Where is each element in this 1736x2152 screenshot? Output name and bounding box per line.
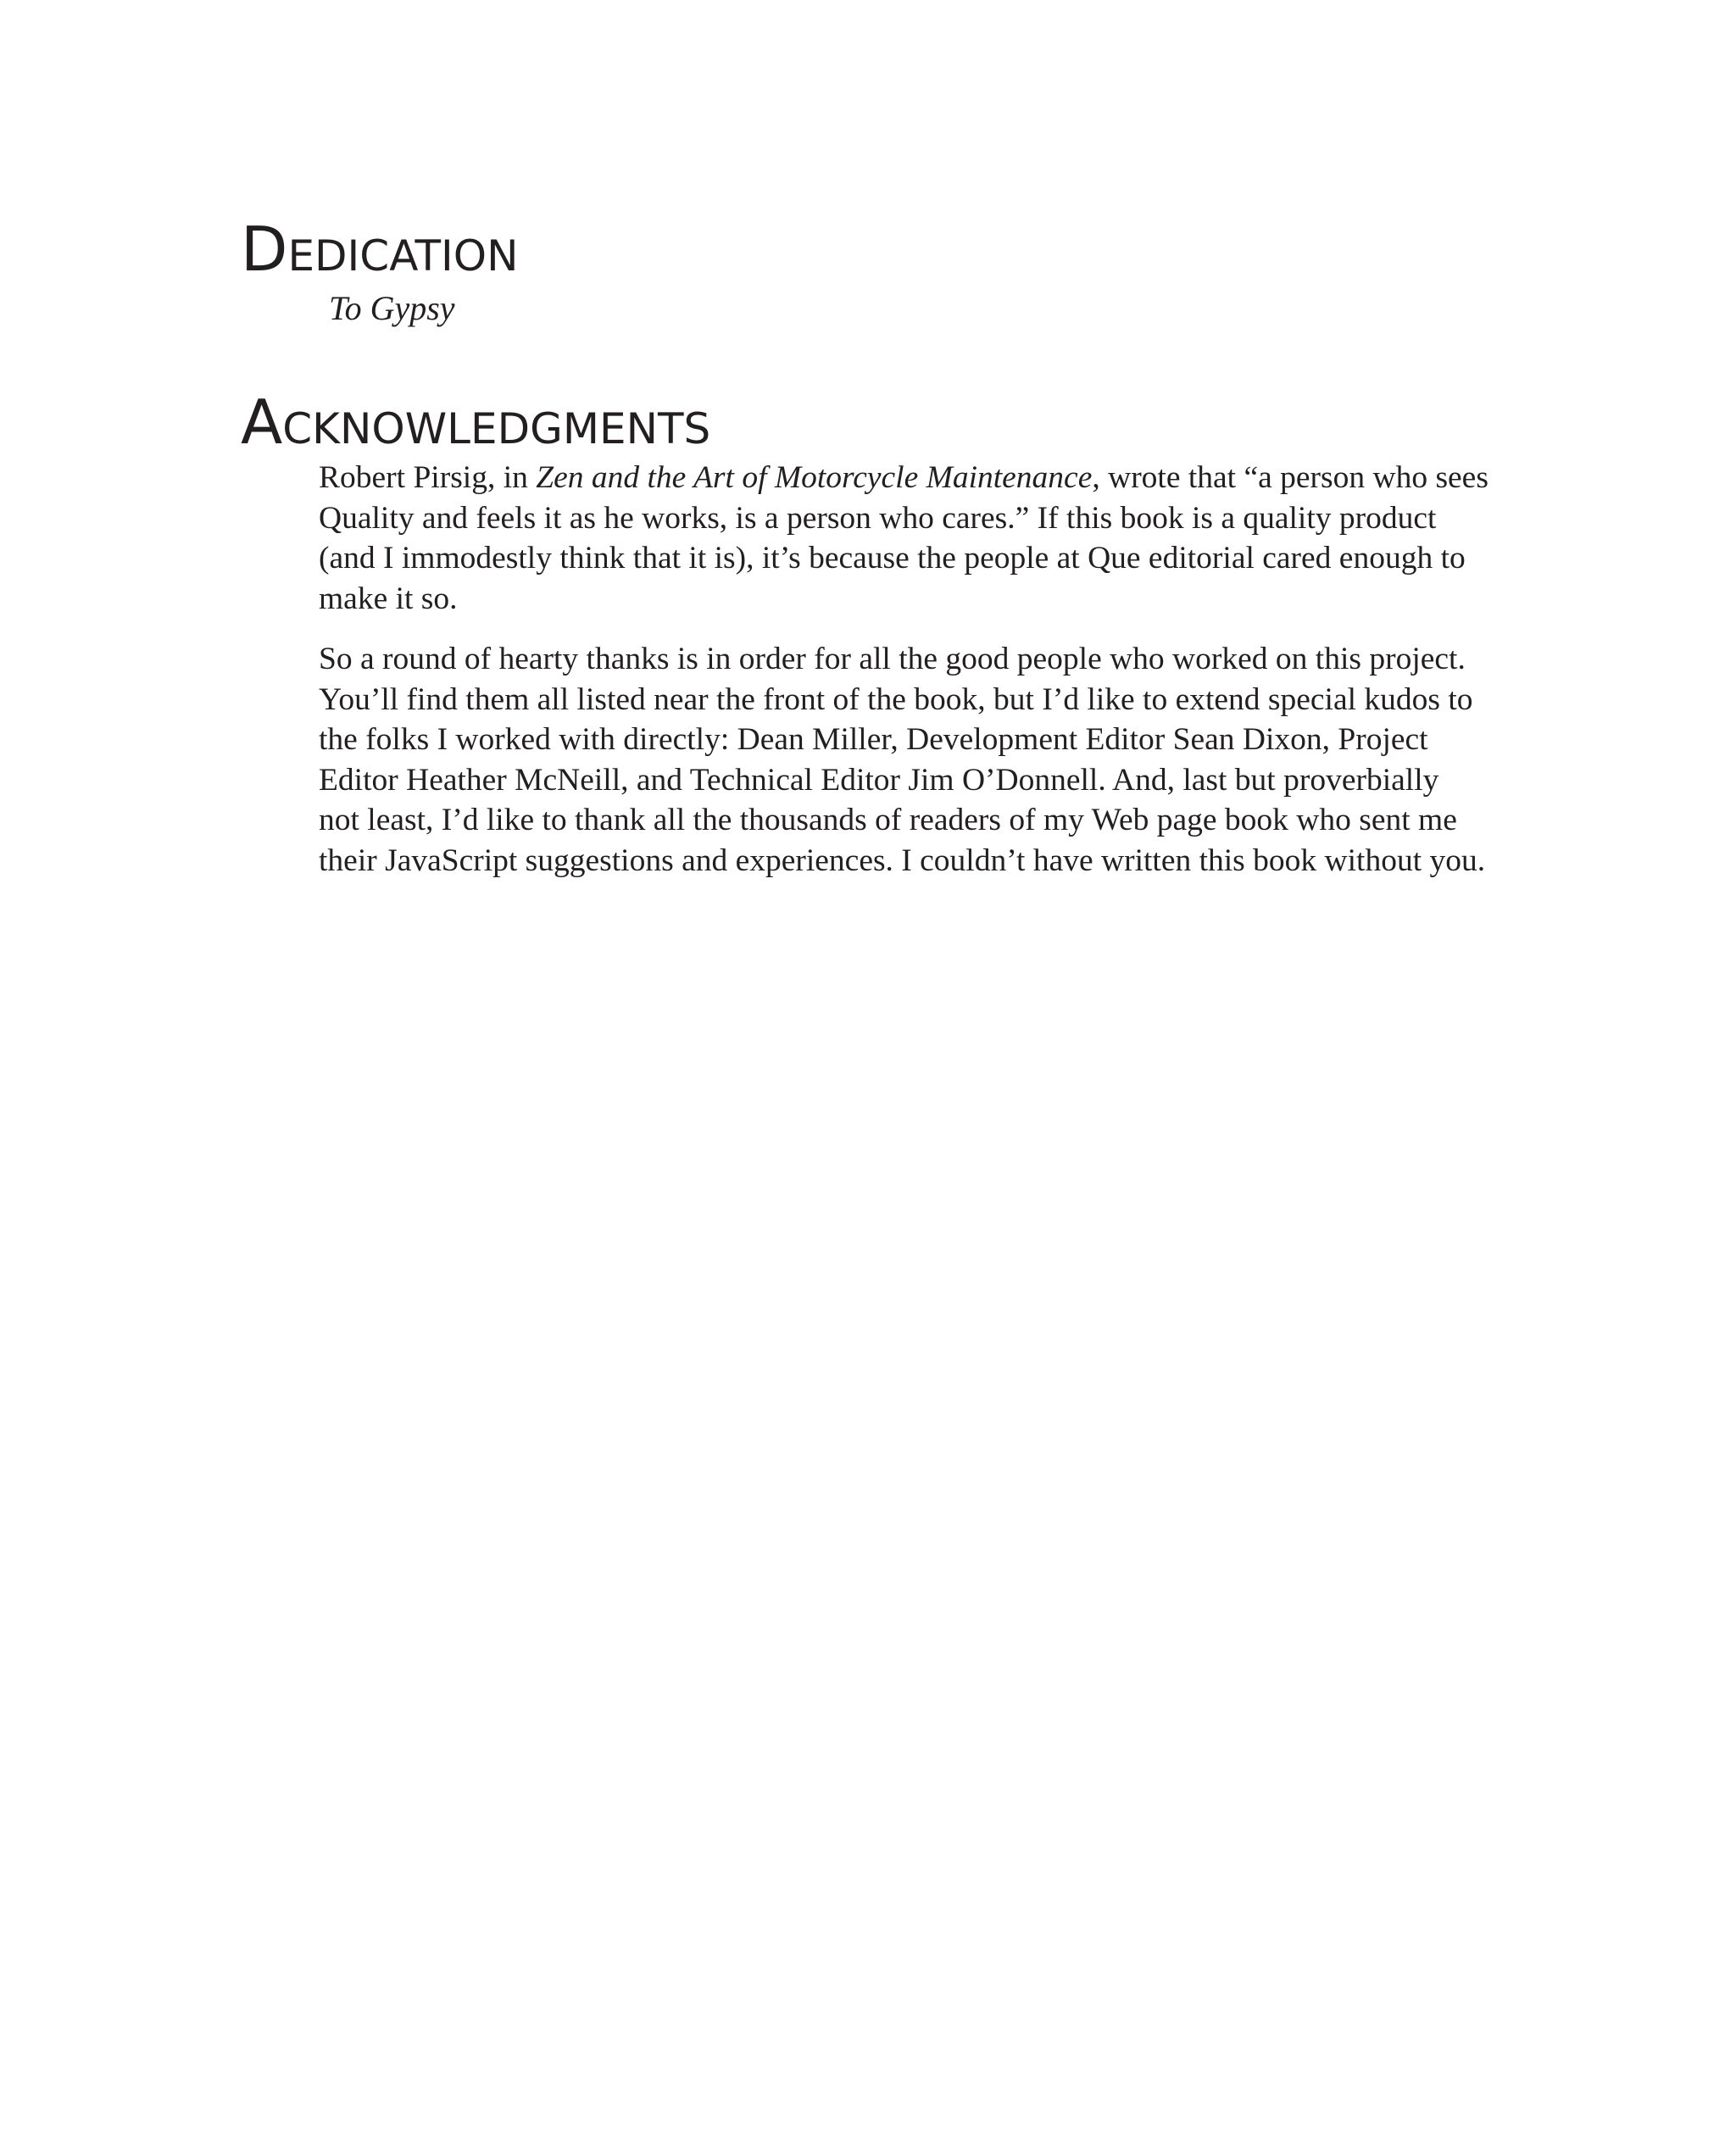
paragraph-line: [319, 458, 1522, 498]
paragraph-line: Editor Heather McNeill, and Technical Editor Jim O’Donnell. And, last but proverbially: [319, 762, 1439, 798]
line-text: , wrote that “a person who sees: [1092, 460, 1488, 495]
paragraph-line: So a round of hearty thanks is in order for all the good people who worked on this project.: [319, 642, 1466, 676]
paragraph-line: You’ll find them all listed near the front of the book, but I’d like to extend special kudos to: [319, 681, 1473, 717]
acknowledgments-paragraph-2: [319, 639, 1522, 881]
paragraph-line: the folks I worked with directly: Dean Miller, Development Editor Sean Dixon, Project: [319, 722, 1428, 757]
paragraph-line: not least, I’d like to thank all the thousands of readers of my Web page book who sent me: [319, 803, 1457, 837]
dedication-text: To Gypsy: [329, 289, 455, 327]
book-title: Zen and the Art of Motorcycle Maintenance: [536, 460, 1093, 495]
line-text: Robert Pirsig, in: [319, 460, 537, 495]
acknowledgments-paragraph-1: [319, 458, 1522, 619]
paragraph-line: make it so.: [319, 581, 458, 616]
paragraph-line: their JavaScript suggestions and experiences. I couldn’t have written this book without you.: [319, 842, 1486, 878]
acknowledgments-heading: Acknowledgments: [241, 386, 711, 458]
dedication-heading: Dedication: [241, 214, 519, 285]
acknowledgments-body: [319, 458, 1522, 901]
paragraph-line: Quality and feels it as he works, is a person who cares.” If this book is a quality product: [319, 500, 1437, 536]
paragraph-line: (and I immodestly think that it is), it’s because the people at Que editorial cared enough to: [319, 541, 1466, 576]
